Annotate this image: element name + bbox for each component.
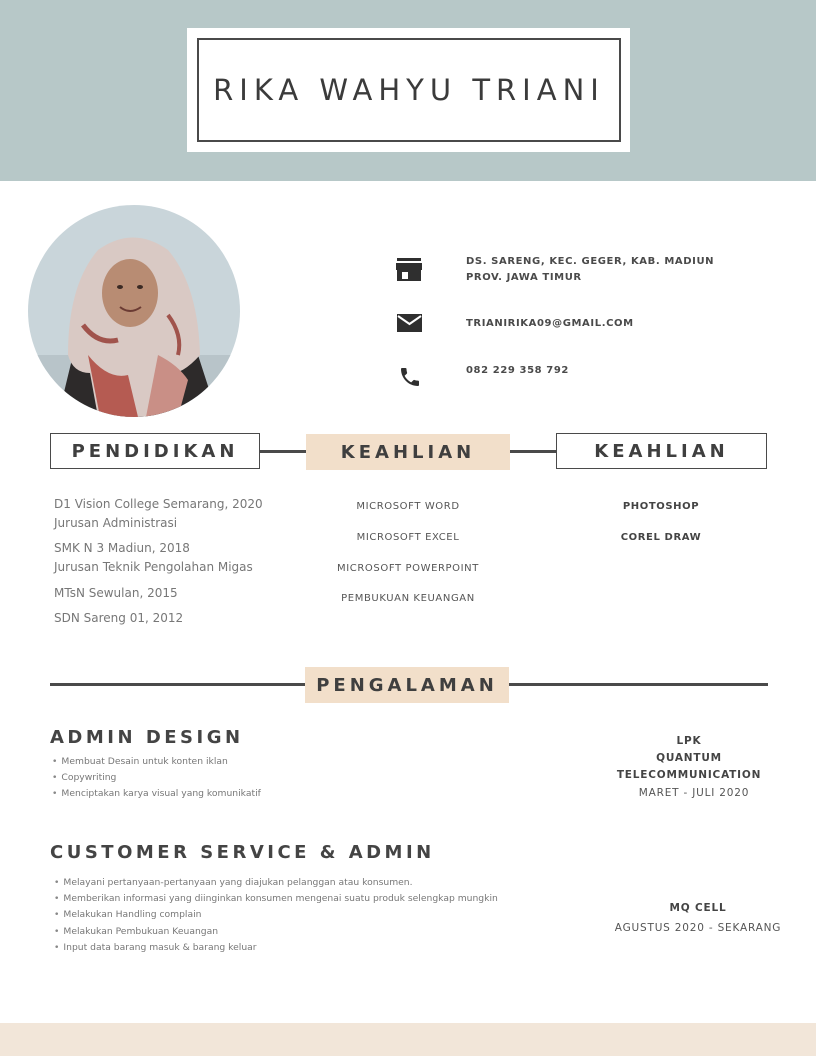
education-heading: PENDIDIKAN [50,433,260,469]
store-icon [396,257,422,283]
footer-band [0,1023,816,1056]
connector-line [258,450,308,453]
profile-photo [28,205,240,417]
education-major: Jurusan Teknik Pengolahan Migas [54,560,253,574]
duty-item: • Membuat Desain untuk konten iklan [52,754,261,770]
job-duties [52,754,261,803]
experience-heading: PENGALAMAN [305,667,509,703]
skill-item: PEMBUKUAN KEUANGAN [341,593,475,604]
education-item [54,584,178,603]
education-school: D1 Vision College Semarang, 2020 [54,497,263,511]
duty-item: • Melakukan Handling complain [54,907,498,923]
skill-item: MICROSOFT EXCEL [356,532,460,543]
skill-item: PHOTOSHOP [622,501,700,512]
company-line: LPK [676,735,702,747]
phone-number[interactable]: 082 229 358 792 [466,365,569,376]
duty-item: • Input data barang masuk & barang keluar [54,940,498,956]
company-line: TELECOMMUNICATION [616,769,762,781]
duty-item: • Copywriting [52,770,261,786]
company-line: MQ CELL [669,902,727,914]
job-period: AGUSTUS 2020 - SEKARANG [614,922,782,934]
skills-heading: KEAHLIAN [306,434,510,470]
skill-item: COREL DRAW [620,532,702,543]
job-company [598,900,798,937]
education-item [54,539,253,577]
email[interactable]: TRIANIRIKA09@GMAIL.COM [466,318,634,329]
duty-item: • Melayani pertanyaan-pertanyaan yang diajukan pelanggan atau konsumen. [54,875,498,891]
skill-item: MICROSOFT WORD [356,501,460,512]
address [466,254,714,286]
duty-item: • Menciptakan karya visual yang komunikatif [52,786,261,802]
education-school: SDN Sareng 01, 2012 [54,611,184,625]
address-line-1: DS. SARENG, KEC. GEGER, KAB. MADIUN [466,256,715,267]
education-item [54,609,183,628]
duty-item: • Melakukan Pembukuan Keuangan [54,924,498,940]
job-period: MARET - JULI 2020 [638,787,750,799]
connector-line [508,450,558,453]
duty-item: • Memberikan informasi yang diinginkan konsumen mengenai suatu produk selengkap mungkin [54,891,498,907]
job-title: ADMIN DESIGN [50,727,244,748]
education-school: SMK N 3 Madiun, 2018 [54,541,190,555]
skills-heading-2: KEAHLIAN [556,433,767,469]
company-line: QUANTUM [656,752,722,764]
job-duties [54,875,498,956]
person-name: RIKA WAHYU TRIANI [213,73,605,107]
skill-item: MICROSOFT POWERPOINT [337,563,479,574]
name-box [197,38,621,142]
education-item [54,495,263,533]
phone-icon [398,365,424,391]
education-school: MTsN Sewulan, 2015 [54,586,178,600]
education-major: Jurusan Administrasi [54,516,178,530]
job-title: CUSTOMER SERVICE & ADMIN [50,842,435,863]
job-company [594,733,784,802]
mail-icon [397,313,423,339]
address-line-2: PROV. JAWA TIMUR [466,272,582,283]
